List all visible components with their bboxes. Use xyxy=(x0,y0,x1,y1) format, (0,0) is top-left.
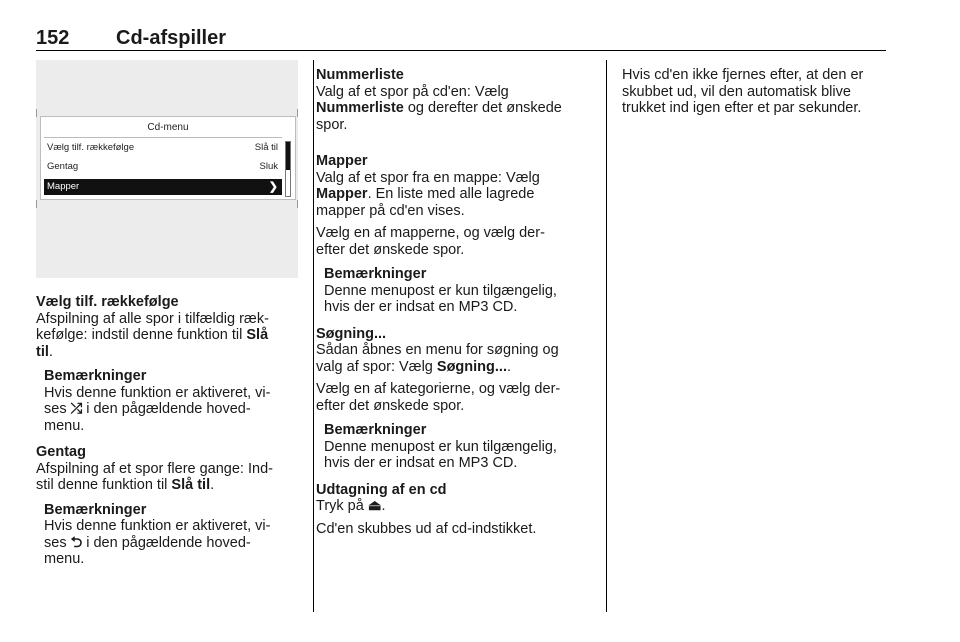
paragraph-line: hvis der er indsat en MP3 CD. xyxy=(324,455,518,471)
paragraph-line: Vælg en af mapperne, og vælg der- xyxy=(316,225,545,241)
bold-term: Slå xyxy=(246,327,269,343)
menu-row-value: Sluk xyxy=(259,161,278,172)
bold-term: til xyxy=(36,343,49,360)
heading-eject: Udtagning af en cd xyxy=(316,481,447,498)
paragraph-line: Hvis denne funktion er aktiveret, vi- xyxy=(44,384,271,401)
column-divider-1 xyxy=(313,60,314,612)
paragraph-line: Hvis denne funktion er aktiveret, vi- xyxy=(44,518,271,534)
column-2 xyxy=(316,67,596,537)
shuffle-icon: ⤮ xyxy=(70,401,83,417)
menu-row-repeat[interactable] xyxy=(44,159,282,175)
paragraph-line: kefølge: indstil denne funktion til Slå xyxy=(36,327,269,343)
scrollbar-thumb[interactable] xyxy=(286,142,290,170)
paragraph-line: Denne menupost er kun tilgængelig, xyxy=(324,438,557,455)
paragraph-line: spor. xyxy=(316,116,348,133)
paragraph-line: Mapper. En liste med alle lagrede xyxy=(316,186,535,202)
paragraph-line: Hvis cd'en ikke fjernes efter, at den er xyxy=(622,67,864,83)
column-divider-2 xyxy=(606,60,607,612)
paragraph-line: efter det ønskede spor. xyxy=(316,241,465,258)
bold-term: Søgning... xyxy=(436,358,507,375)
paragraph-line: Valg af et spor på cd'en: Vælg xyxy=(316,83,509,100)
paragraph-line: trukket ind igen efter et par sekunder. xyxy=(622,100,862,116)
note-heading: Bemærkninger xyxy=(324,266,427,282)
heading-folders: Mapper xyxy=(316,153,368,169)
note-heading: Bemærkninger xyxy=(44,501,147,518)
repeat-icon: ⮌ xyxy=(70,534,83,551)
note-heading: Bemærkninger xyxy=(324,422,427,438)
bold-term: Mapper xyxy=(316,186,368,202)
paragraph-line: valg af spor: Vælg Søgning.... xyxy=(316,358,512,375)
paragraph-line: Vælg en af kategorierne, og vælg der- xyxy=(316,381,561,397)
menu-row-value: Slå til xyxy=(254,142,278,153)
paragraph-line: efter det ønskede spor. xyxy=(316,397,465,414)
menu-row-label: Vælg tilf. rækkefølge xyxy=(47,142,135,153)
menu-title: Cd-menu xyxy=(147,122,189,133)
note-block xyxy=(36,368,301,434)
note-block xyxy=(36,502,301,568)
page-number: 152 xyxy=(36,27,70,49)
page-header xyxy=(36,24,886,50)
heading-tracklist: Nummerliste xyxy=(316,67,404,83)
menu-screen xyxy=(40,116,296,200)
eject-icon: ⏏ xyxy=(367,498,382,514)
header-rule xyxy=(36,50,886,51)
paragraph-line: menu. xyxy=(44,551,85,567)
note-block xyxy=(316,266,596,316)
paragraph-line: mapper på cd'en vises. xyxy=(316,202,465,219)
menu-title-rule xyxy=(44,137,282,138)
paragraph-line: Denne menupost er kun tilgængelig, xyxy=(324,282,557,299)
paragraph-line: ses ⮌ i den pågældende hoved- xyxy=(44,534,251,551)
menu-row-folders[interactable] xyxy=(44,179,282,195)
column-3 xyxy=(622,67,892,117)
menu-scrollbar[interactable] xyxy=(285,141,291,197)
corner-tick xyxy=(297,109,298,117)
paragraph-line: Sådan åbnes en menu for søgning og xyxy=(316,342,559,358)
chevron-right-icon: ❯ xyxy=(268,181,278,193)
heading-search: Søgning... xyxy=(316,325,387,342)
column-1 xyxy=(36,294,301,568)
menu-row-label: Mapper xyxy=(47,181,80,192)
paragraph-line: Afspilning af et spor flere gange: Ind- xyxy=(36,460,273,477)
paragraph-line: Cd'en skubbes ud af cd-indstikket. xyxy=(316,520,537,537)
paragraph-line: Valg af et spor fra en mappe: Vælg xyxy=(316,169,540,186)
paragraph-line: Tryk på ⏏. xyxy=(316,498,386,514)
corner-tick xyxy=(36,200,37,208)
note-block xyxy=(316,422,596,472)
menu-row-label: Gentag xyxy=(47,161,79,172)
paragraph-line: hvis der er indsat en MP3 CD. xyxy=(324,299,518,315)
paragraph-line: Afspilning af alle spor i tilfældig ræk- xyxy=(36,310,269,327)
paragraph-line: til. xyxy=(36,343,53,360)
note-heading: Bemærkninger xyxy=(44,368,147,384)
heading-repeat: Gentag xyxy=(36,444,86,460)
cd-menu-figure xyxy=(36,60,298,278)
corner-tick xyxy=(297,200,298,208)
paragraph-line: menu. xyxy=(44,417,85,434)
paragraph-line: stil denne funktion til Slå til. xyxy=(36,477,215,493)
paragraph-line: Nummerliste og derefter det ønskede xyxy=(316,100,562,116)
bold-term: Nummerliste xyxy=(316,100,404,116)
menu-row-shuffle[interactable] xyxy=(44,140,282,156)
paragraph-line: ses ⤮ i den pågældende hoved- xyxy=(44,401,251,417)
heading-shuffle: Vælg tilf. rækkefølge xyxy=(36,294,179,310)
paragraph-line: skubbet ud, vil den automatisk blive xyxy=(622,83,851,100)
bold-term: Slå til xyxy=(171,477,211,493)
page-title: Cd-afspiller xyxy=(116,27,227,49)
corner-tick xyxy=(36,109,37,117)
